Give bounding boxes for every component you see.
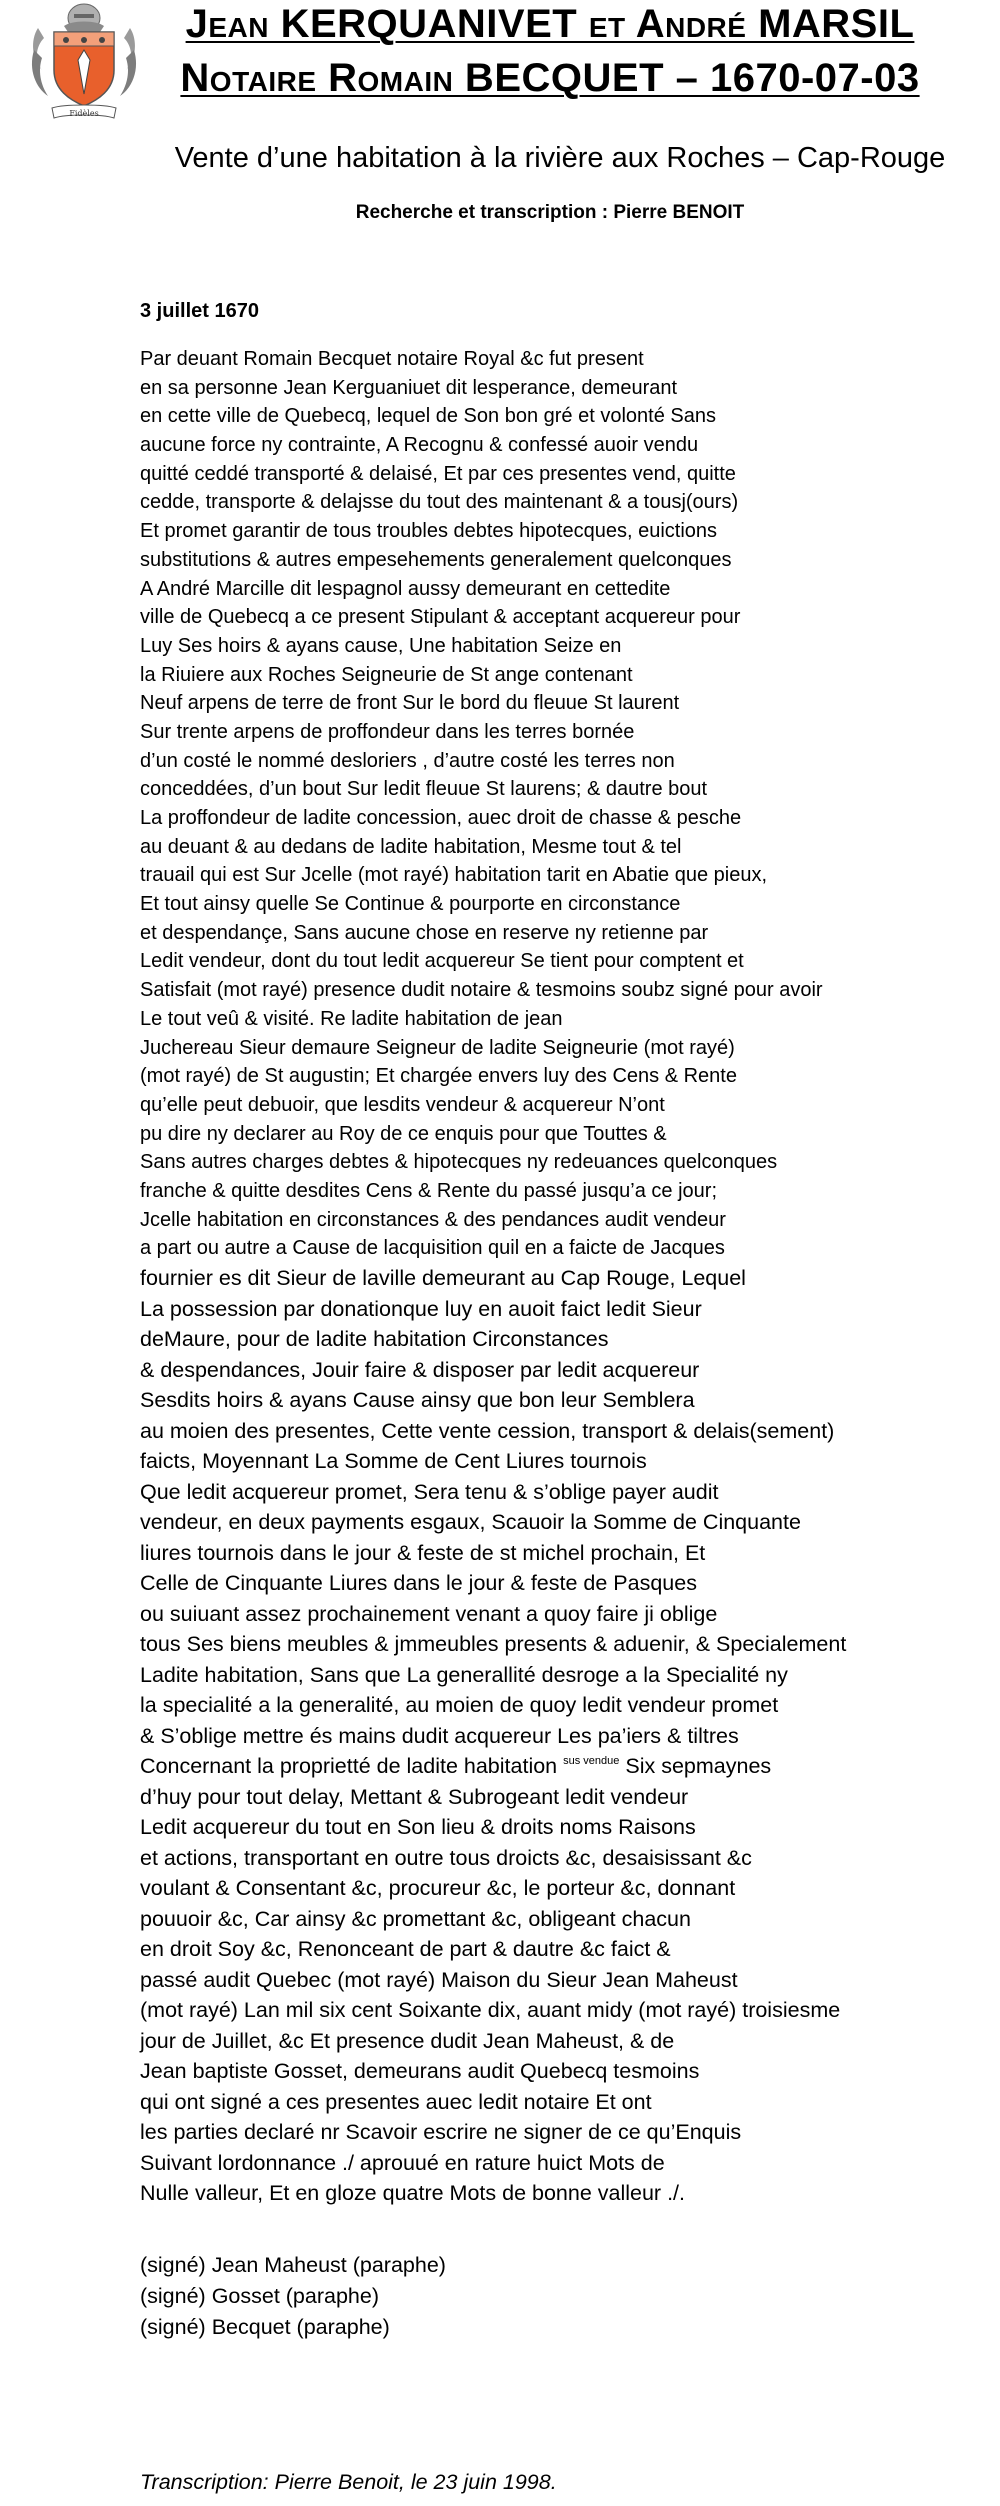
deed-line: Sans autres charges debtes & hipotecques ny redeuances quelconques xyxy=(140,1151,778,1174)
signature-line: (signé) Jean Maheust (paraphe) xyxy=(140,2253,446,2277)
deed-line: pouuoir &c, Car ainsy &c promettant &c, obligeant chacun xyxy=(140,1906,691,1931)
deed-line-text: Concernant la proprietté de ladite habitation xyxy=(140,1754,564,1778)
deed-line: trauail qui est Sur Jcelle (mot rayé) habitation tarit en Abatie que pieux, xyxy=(140,864,768,887)
deed-line: ville de Quebecq a ce present Stipulant & acceptant acquereur pour xyxy=(140,606,741,629)
signature-line: (signé) Gosset (paraphe) xyxy=(140,2284,379,2308)
deed-line: (mot rayé) de St augustin; Et chargée envers luy des Cens & Rente xyxy=(140,1065,737,1088)
deed-line: vendeur, en deux payments esgaux, Scauoir la Somme de Cinquante xyxy=(140,1510,801,1534)
research-credit: Recherche et transcription : Pierre BENOIT xyxy=(355,202,745,223)
deed-line: Satisfait (mot rayé) presence dudit notaire & tesmoins soubz signé pour avoir xyxy=(140,979,823,1002)
deed-line: Jean baptiste Gosset, demeurans audit Quebecq tesmoins xyxy=(140,2059,700,2083)
deed-line: qui ont signé a ces presentes auec ledit notaire Et ont xyxy=(140,2089,652,2114)
deed-line: Ledit acquereur du tout en Son lieu & droits noms Raisons xyxy=(140,1815,696,1839)
deed-line: A André Marcille dit lespagnol aussy demeurant en cettedite xyxy=(140,577,671,600)
deed-line: fournier es dit Sieur de laville demeurant au Cap Rouge, Lequel xyxy=(140,1266,746,1290)
transcription-footer: Transcription: Pierre Benoit, le 23 juin 1998. xyxy=(140,2470,557,2494)
deed-line: Nulle valleur, Et en gloze quatre Mots de bonne valleur ./. xyxy=(140,2181,685,2205)
deed-line: ou suiuant assez prochainement venant a quoy faire ji oblige xyxy=(140,1601,718,1626)
document-subtitle: Vente d’une habitation à la rivière aux Roches – Cap-Rouge xyxy=(174,142,946,174)
deed-line: deMaure, pour de ladite habitation Circonstances xyxy=(140,1327,609,1351)
deed-line: La possession par donationque luy en auoit faict ledit Sieur xyxy=(140,1296,702,1321)
deed-line: liures tournois dans le jour & feste de st michel prochain, Et xyxy=(140,1540,706,1565)
deed-line: d’un costé le nommé desloriers , d’autre costé les terres non xyxy=(140,749,675,772)
deed-line: Et tout ainsy quelle Se Continue & pourporte en circonstance xyxy=(140,893,681,916)
interlinear-insertion: sus vendue xyxy=(563,1755,620,1767)
deed-line: en droit Soy &c, Renonceant de part & dautre &c faict & xyxy=(140,1937,671,1961)
coat-of-arms-logo xyxy=(28,0,140,124)
deed-line: les parties declaré nr Scavoir escrire ne signer de ce qu’Enquis xyxy=(140,2120,742,2144)
deed-line: faicts, Moyennant La Somme de Cent Liures tournois xyxy=(140,1449,647,1473)
deed-line: en sa personne Jean Kerguaniuet dit lesperance, demeurant xyxy=(140,376,678,399)
deed-line: Luy Ses hoirs & ayans cause, Une habitation Seize en xyxy=(140,634,622,657)
deed-line: cedde, transporte & delajsse du tout des maintenant & a tousj(ours) xyxy=(140,491,739,514)
document-title-notary: Notaire Romain BECQUET – 1670-07-03 xyxy=(180,56,920,100)
deed-line: Celle de Cinquante Liures dans le jour & feste de Pasques xyxy=(140,1571,697,1595)
deed-line: la Riuiere aux Roches Seigneurie de St ange contenant xyxy=(140,663,633,686)
deed-line: la specialité a la generalité, au moien de quoy ledit vendeur promet xyxy=(140,1693,779,1717)
deed-body xyxy=(140,345,980,2209)
deed-line: substitutions & autres empesehements generalement quelconques xyxy=(140,548,732,571)
deed-line: Sesdits hoirs & ayans Cause ainsy que bon leur Semblera xyxy=(140,1388,695,1412)
deed-date: 3 juillet 1670 xyxy=(140,300,259,322)
deed-line: et despendançe, Sans aucune chose en reserve ny retienne par xyxy=(140,921,709,944)
deed-line: en cette ville de Quebecq, lequel de Son bon gré et volonté Sans xyxy=(140,405,716,428)
deed-line: Ledit vendeur, dont du tout ledit acquereur Se tient pour comptent et xyxy=(140,950,744,973)
deed-line: Par deuant Romain Becquet notaire Royal &c fut present xyxy=(140,348,644,370)
deed-line: pu dire ny declarer au Roy de ce enquis pour que Touttes & xyxy=(140,1122,667,1145)
deed-line: La proffondeur de ladite concession, auec droit de chasse & pesche xyxy=(140,807,742,829)
deed-line: aucune force ny contrainte, A Recognu & confessé auoir vendu xyxy=(140,434,699,457)
deed-line: Le tout veû & visité. Re ladite habitation de jean xyxy=(140,1007,563,1030)
signature-line: (signé) Becquet (paraphe) xyxy=(140,2315,390,2339)
deed-line: d’huy pour tout delay, Mettant & Subrogeant ledit vendeur xyxy=(140,1784,689,1809)
signatures-block xyxy=(140,2250,446,2343)
deed-line: jour de Juillet, &c Et presence dudit Jean Maheust, & de xyxy=(140,2028,675,2053)
deed-line: et actions, transportant en outre tous droicts &c, desaisissant &c xyxy=(140,1845,752,1870)
deed-line: au moien des presentes, Cette vente cession, transport & delais(sement) xyxy=(140,1418,835,1443)
deed-line: tous Ses biens meubles & jmmeubles presents & aduenir, & Specialement xyxy=(140,1632,847,1656)
deed-line: au deuant & au dedans de ladite habitation, Mesme tout & tel xyxy=(140,835,682,858)
deed-line: & despendances, Jouir faire & disposer par ledit acquereur xyxy=(140,1357,700,1382)
deed-line: franche & quitte desdites Cens & Rente du passé jusqu’a ce jour; xyxy=(140,1179,718,1202)
document-title-parties: Jean KERQUANIVET et André MARSIL xyxy=(185,2,915,46)
deed-line: passé audit Quebec (mot rayé) Maison du Sieur Jean Maheust xyxy=(140,1967,738,1992)
deed-line: conceddées, d’un bout Sur ledit fleuue St laurens; & dautre bout xyxy=(140,778,708,801)
deed-line: Sur trente arpens de proffondeur dans les terres bornée xyxy=(140,720,635,743)
deed-line-with-insertion xyxy=(140,1751,980,1782)
deed-line-text: Six sepmaynes xyxy=(619,1754,772,1778)
deed-line: qu’elle peut debuoir, que lesdits vendeur & acquereur N’ont xyxy=(140,1093,665,1116)
deed-line: Et promet garantir de tous troubles debtes hipotecques, euictions xyxy=(140,520,718,543)
deed-line: (mot rayé) Lan mil six cent Soixante dix, auant midy (mot rayé) troisiesme xyxy=(140,1998,841,2022)
deed-line: Ladite habitation, Sans que La generallité desroge a la Specialité ny xyxy=(140,1662,788,1687)
deed-line: Que ledit acquereur promet, Sera tenu & s’oblige payer audit xyxy=(140,1479,719,1504)
deed-line: Neuf arpens de terre de front Sur le bord du fleuue St laurent xyxy=(140,692,680,715)
deed-line: voulant & Consentant &c, procureur &c, le porteur &c, donnant xyxy=(140,1876,736,1900)
deed-line: & S’oblige mettre és mains dudit acquereur Les pa’iers & tiltres xyxy=(140,1723,739,1748)
deed-line: Juchereau Sieur demaure Seigneur de ladite Seigneurie (mot rayé) xyxy=(140,1036,735,1059)
deed-line: Suivant lordonnance ./ aprouué en rature huict Mots de xyxy=(140,2150,665,2175)
deed-line: quitté ceddé transporté & delaisé, Et par ces presentes vend, quitte xyxy=(140,462,736,485)
deed-line: a part ou autre a Cause de lacquisition quil en a faicte de Jacques xyxy=(140,1237,725,1260)
crest-motto: Fidèles xyxy=(69,109,99,118)
deed-line: Jcelle habitation en circonstances & des pendances audit vendeur xyxy=(140,1208,726,1231)
